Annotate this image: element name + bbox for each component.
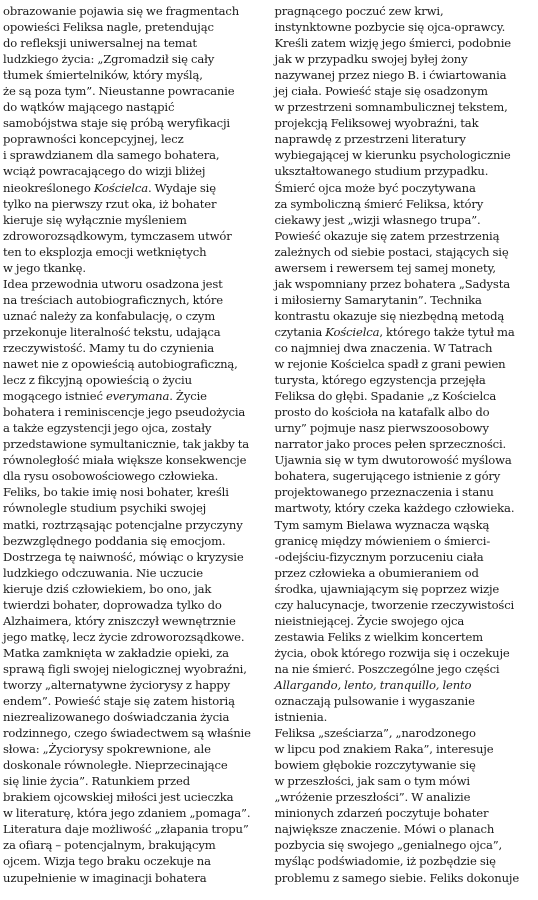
text-line: tylko na pierwszy rzut oka, iż bohater bbox=[3, 196, 217, 211]
text-line: Idea przewodnia utworu osadzona jest bbox=[3, 276, 223, 291]
text-line: Feliksa „sześciarza”, „narodzonego bbox=[274, 726, 476, 741]
text-line: nazywanej przez niego B. i ćwiartowania bbox=[274, 68, 507, 83]
text-line: w przestrzeni somnambulicznej tekstem, bbox=[274, 100, 508, 115]
text-line: uznać należy za konfabulację, o czym bbox=[3, 308, 216, 323]
text-line: największe znaczenie. Mówi o planach bbox=[274, 822, 495, 837]
text-line: twierdzi bohater, doprowadza tylko do bbox=[3, 597, 222, 612]
text-line: do refleksji uniwersalnej na temat bbox=[3, 36, 197, 51]
text-line: Ujawnia się w tym dwutorowość myślowa bbox=[274, 453, 512, 468]
text-line: minionych zdarzeń poczytuje bohater bbox=[274, 806, 489, 821]
text-line: projektowanego przeznaczenia i stanu bbox=[274, 485, 494, 500]
text-line: wciąż powracającego do wizji bliżej bbox=[3, 164, 206, 179]
text-line: urny” pojmuje nasz pierwszoosobowy bbox=[274, 421, 489, 436]
text-line: czy halucynacje, tworzenie rzeczywistości bbox=[274, 597, 515, 612]
text-line: Literatura daje możliwość „złapania tropu” bbox=[3, 822, 249, 837]
text-line bbox=[3, 388, 265, 404]
text-line: istnienia. bbox=[274, 710, 328, 725]
text-line: rzeczywistość. Mamy tu do czynienia bbox=[3, 340, 215, 355]
text-line: jego matkę, lecz życie zdroworozsądkowe. bbox=[3, 629, 245, 644]
text-line: ciekawy jest „wizji własnego trupa”. bbox=[274, 212, 481, 227]
text-line: przekonuje literalność tekstu, udająca bbox=[3, 324, 221, 339]
text-segment: , którego także tytuł ma bbox=[379, 324, 515, 339]
text-line: ten to eksplozja emocji wetkniętych bbox=[3, 244, 207, 259]
text-line: i sprawdzianem dla samego bohatera, bbox=[3, 148, 220, 163]
text-line: pozbycia się swojego „genialnego ojca”, bbox=[274, 838, 503, 853]
text-line: Kreśli zatem wizję jego śmierci, podobnie bbox=[274, 36, 511, 51]
text-line: oznaczają pulsowanie i wygaszanie bbox=[274, 694, 475, 709]
text-line: równolegle studium psychiki swojej bbox=[3, 501, 207, 516]
text-line: granicę między mówieniem o śmierci- bbox=[274, 533, 491, 548]
text-line: tworzy „alternatywne życiorysy z happy bbox=[3, 677, 231, 692]
text-line: nawet nie z opowieścią autobiograficzną, bbox=[3, 357, 238, 372]
text-line: równoległość miała większe konsekwencje bbox=[3, 453, 247, 468]
text-line: jak w przypadku swojej byłej żony bbox=[274, 52, 468, 67]
text-line: Tym samym Bielawa wyznacza wąską bbox=[274, 517, 490, 532]
text-line: słowa: „Życiorysy spokrewnione, ale bbox=[3, 742, 211, 757]
text-line: Alzhaimera, który zniszczył wewnętrznie bbox=[3, 613, 236, 628]
text-line: co najmniej dwa znaczenia. W Tatrach bbox=[274, 340, 493, 355]
text-line: projekcją Feliksowej wyobraźni, tak bbox=[274, 116, 479, 131]
text-line: „wróżenie przeszłości”. W analizie bbox=[274, 790, 471, 805]
text-segment: czytania bbox=[274, 324, 326, 339]
text-line: myśląc podświadomie, iż pozbędzie się bbox=[274, 854, 496, 869]
text-line: nieistniejącej. Życie swojego ojca bbox=[274, 613, 465, 628]
text-line: w jego tkankę. bbox=[3, 260, 86, 275]
text-line: Matka zamknięta w zakładzie opieki, za bbox=[3, 645, 229, 660]
text-line: doskonale równoległe. Nieprzecinające bbox=[3, 758, 228, 773]
text-line: problemu z samego siebie. Feliks dokonuje bbox=[274, 870, 520, 885]
text-line: naprawdę z przestrzeni literatury bbox=[274, 132, 466, 147]
text-line: opowieści Feliksa nagle, pretendując bbox=[3, 20, 214, 35]
right-text-column bbox=[275, 3, 537, 900]
text-line: Powieść okazuje się zatem przestrzenią bbox=[274, 228, 500, 243]
text-line bbox=[275, 324, 537, 340]
italic-text: Kościelca bbox=[93, 180, 148, 195]
text-line: życia, obok którego rozwija się i oczekuje bbox=[274, 645, 510, 660]
text-line: brakiem ojcowskiej miłości jest ucieczka bbox=[3, 790, 234, 805]
text-line: ludzkiego życia: „Zgromadził się cały bbox=[3, 52, 215, 67]
text-line: Feliks, bo takie imię nosi bohater, kreśli bbox=[3, 485, 229, 500]
text-line: jej ciała. Powieść staje się osadzonym bbox=[274, 84, 488, 99]
text-line: instynktowne pozbycie się ojca-oprawcy. bbox=[274, 20, 506, 35]
text-segment: . Wydaje się bbox=[147, 180, 216, 195]
text-line: przez człowieka a obumieraniem od bbox=[274, 565, 479, 580]
text-line: że są poza tym”. Nieustanne powracanie bbox=[3, 84, 235, 99]
text-line: Feliksa do głębi. Spadanie „z Kościelca bbox=[274, 389, 497, 404]
text-line: niezrealizowanego doświadczania życia bbox=[3, 710, 230, 725]
text-line: ukształtowanego studium przypadku. bbox=[274, 164, 489, 179]
text-line: -odejściu-fizycznym porzuceniu ciała bbox=[274, 549, 484, 564]
text-line: bohatera i reminiscencje jego pseudożycia bbox=[3, 405, 246, 420]
text-line bbox=[275, 677, 537, 693]
text-segment: . Życie bbox=[169, 389, 207, 404]
text-line: narrator jako proces pełen sprzeczności. bbox=[274, 437, 507, 452]
text-line: endem”. Powieść staje się zatem historią bbox=[3, 694, 235, 709]
text-line: Śmierć ojca może być poczytywana bbox=[274, 180, 476, 195]
text-line: rodzinnego, czego świadectwem są właśnie bbox=[3, 726, 251, 741]
text-line: obrazowanie pojawia się we fragmentach bbox=[3, 4, 240, 18]
text-line: wybiegającej w kierunku psychologicznie bbox=[274, 148, 511, 163]
text-line: za ofiarą – potencjalnym, brakującym bbox=[3, 838, 216, 853]
italic-text: everymana bbox=[105, 389, 170, 404]
text-line: w rejonie Kościelca spadł z grani pewien bbox=[274, 357, 506, 372]
text-line: i miłosierny Samarytanin”. Technika bbox=[274, 292, 482, 307]
text-line: bohatera, sugerującego istnienie z góry bbox=[274, 469, 501, 484]
text-line: poprawności koncepcyjnej, lecz bbox=[3, 132, 184, 147]
text-line: bezwzględnego poddania się emocjom. bbox=[3, 533, 226, 548]
text-line: lecz z fikcyjną opowieścią o życiu bbox=[3, 373, 192, 388]
text-line: się linie życia”. Ratunkiem przed bbox=[3, 774, 190, 789]
text-line: zależnych od siebie postaci, stających się bbox=[274, 244, 509, 259]
text-line: za symboliczną śmierć Feliksa, który bbox=[274, 196, 484, 211]
text-line: Dostrzega tę naiwność, mówiąc o kryzysie bbox=[3, 549, 244, 564]
italic-text: Kościelca bbox=[325, 324, 380, 339]
text-line: kontrastu okazuje się niezbędną metodą bbox=[274, 308, 505, 323]
text-line: ludzkiego odczuwania. Nie uczucie bbox=[3, 565, 203, 580]
italic-text: Allargando, lento, tranquillo, lento bbox=[274, 677, 472, 692]
text-line: jak wspomniany przez bohatera „Sadysta bbox=[274, 276, 510, 291]
text-line bbox=[3, 180, 265, 196]
text-segment: nieokreślonego bbox=[3, 180, 94, 195]
text-line: awersem i rewersem tej samej monety, bbox=[274, 260, 496, 275]
text-line: a także egzystencji jego ojca, zostały bbox=[3, 421, 212, 436]
text-line: środka, ujawniającym się poprzez wizje bbox=[274, 581, 500, 596]
text-line: prosto do kościoła na katafalk albo do bbox=[274, 405, 490, 420]
text-line: zestawia Feliks z wielkim koncertem bbox=[274, 629, 484, 644]
text-line: matki, roztrząsając potencjalne przyczyny bbox=[3, 517, 243, 532]
text-line: zdroworozsądkowym, tymczasem utwór bbox=[3, 228, 232, 243]
text-line: kieruje się wyłącznie myśleniem bbox=[3, 212, 187, 227]
left-text-column bbox=[3, 3, 265, 900]
text-line: w lipcu pod znakiem Raka”, interesuje bbox=[274, 742, 494, 757]
text-line: w literaturę, która jego zdaniem „pomaga”. bbox=[3, 806, 251, 821]
text-segment: mogącego istnieć bbox=[3, 389, 106, 404]
text-line: kieruje dziś człowiekiem, bo ono, jak bbox=[3, 581, 212, 596]
text-line: pragnącego poczuć zew krwi, bbox=[274, 4, 444, 18]
text-line: na nie śmierć. Poszczególne jego części bbox=[274, 661, 500, 676]
text-line: na treściach autobiograficznych, które bbox=[3, 292, 223, 307]
text-line: tłumek śmiertelników, który myślą, bbox=[3, 68, 203, 83]
text-line: samobójstwa staje się próbą weryfikacji bbox=[3, 116, 230, 131]
text-line: ojcem. Wizja tego braku oczekuje na bbox=[3, 854, 211, 869]
text-line: bowiem głębokie rozczytywanie się bbox=[274, 758, 476, 773]
text-line: turysta, którego egzystencja przejęła bbox=[274, 373, 486, 388]
text-line: w przeszłości, jak sam o tym mówi bbox=[274, 774, 470, 789]
text-line: do wątków mającego nastąpić bbox=[3, 100, 175, 115]
text-line: przedstawione symultanicznie, tak jakby ta bbox=[3, 437, 250, 452]
text-line: sprawą figli swojej nielogicznej wyobraźni, bbox=[3, 661, 247, 676]
text-line: uzupełnienie w imaginacji bohatera bbox=[3, 870, 207, 885]
text-line: martwoty, który czeka każdego człowieka. bbox=[274, 501, 515, 516]
text-line: dla rysu osobowościowego człowieka. bbox=[3, 469, 219, 484]
